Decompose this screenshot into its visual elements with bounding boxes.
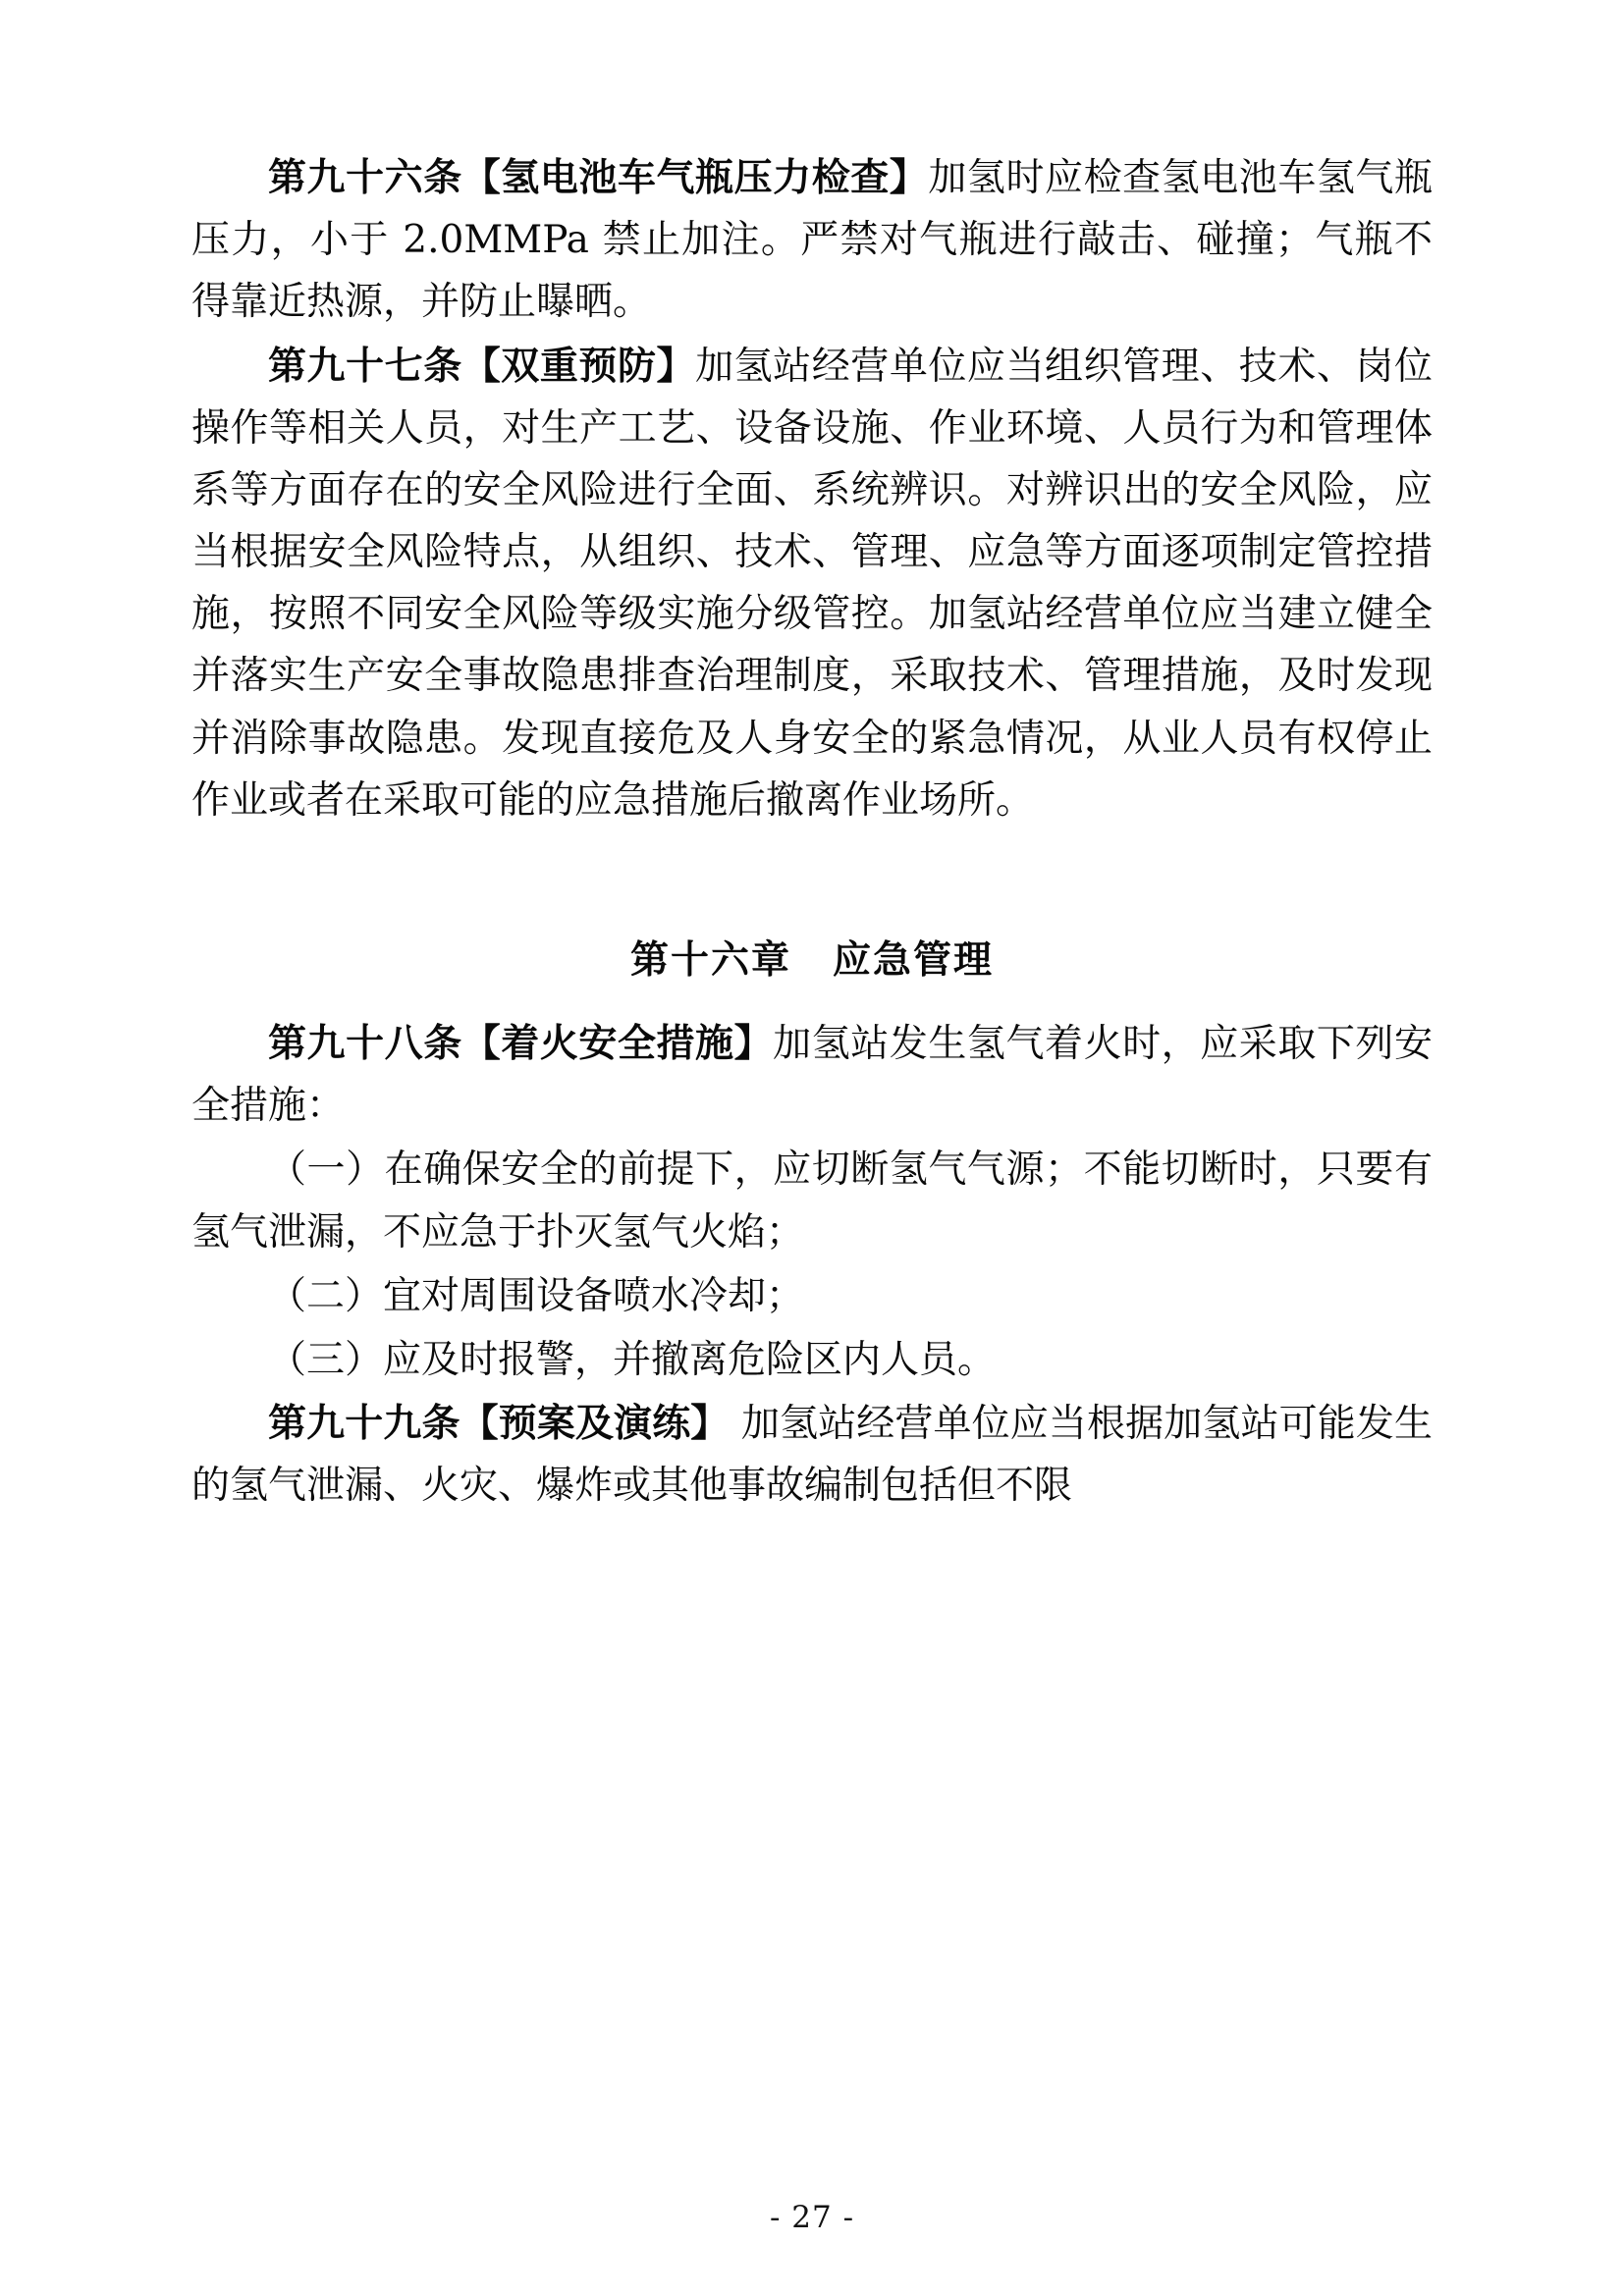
paragraph-article-99 [191,1393,1433,1517]
paragraph-article-97 [191,336,1433,831]
article-text: 加氢站发生氢气着火时，应采取下列安全措施： [191,1022,1433,1129]
list-item-3 [191,1329,1433,1391]
list-item-2 [191,1265,1433,1327]
article-text: 加氢站经营单位应当组织管理、技术、岗位操作等相关人员，对生产工艺、设备设施、作业环境、人员行为和管理体系等方面存在的安全风险进行全面、系统辨识。对辨识出的安全风险，应当根据安全风险特点，从组织、技术、管理、应急等方面逐项制定管控措施，按照不同安全风险等级实施分级管控。加氢站经营单位应当建立健全并落实生产安全事故隐患排查治理制度，采取技术、管理措施，及时发现并消除事故隐患。发现直接危及人身安全的紧急情况，从业人员有权停止作业或者在采取可能的应急措施后撤离作业场所。 [191,344,1433,823]
article-title: 第九十六条【氢电池车气瓶压力检查】 [268,155,929,200]
article-text: 加氢时应检查氢电池车氢气瓶压力，小于 2.0MMPa 禁止加注。严禁对气瓶进行敲击、碰撞；气瓶不得靠近热源，并防止曝晒。 [191,156,1433,325]
paragraph-article-98 [191,1013,1433,1137]
article-text: 加氢站经营单位应当根据加氢站可能发生的氢气泄漏、火灾、爆炸或其他事故编制包括但不限 [191,1402,1433,1509]
list-item-1 [191,1139,1433,1262]
article-title: 第九十八条【着火安全措施】 [268,1021,774,1067]
chapter-heading [191,930,1433,991]
section-spacer [191,833,1433,871]
paragraph-article-96 [191,147,1433,334]
item-text: （二）宜对周围设备喷水冷却； [268,1273,805,1318]
item-text: （三）应及时报警，并撤离危险区内人员。 [268,1337,997,1382]
chapter-name: 应急管理 [833,936,995,983]
document-body [191,147,1433,1517]
article-title: 第九十九条【预案及演练】 [268,1401,730,1447]
item-text: （一）在确保安全的前提下，应切断氢气气源；不能切断时，只要有氢气泄漏，不应急于扑灭氢气火焰； [191,1148,1433,1255]
page-number: - 27 - [769,2200,855,2235]
article-title: 第九十七条【双重预防】 [268,343,696,389]
chapter-number: 第十六章 [629,936,791,983]
